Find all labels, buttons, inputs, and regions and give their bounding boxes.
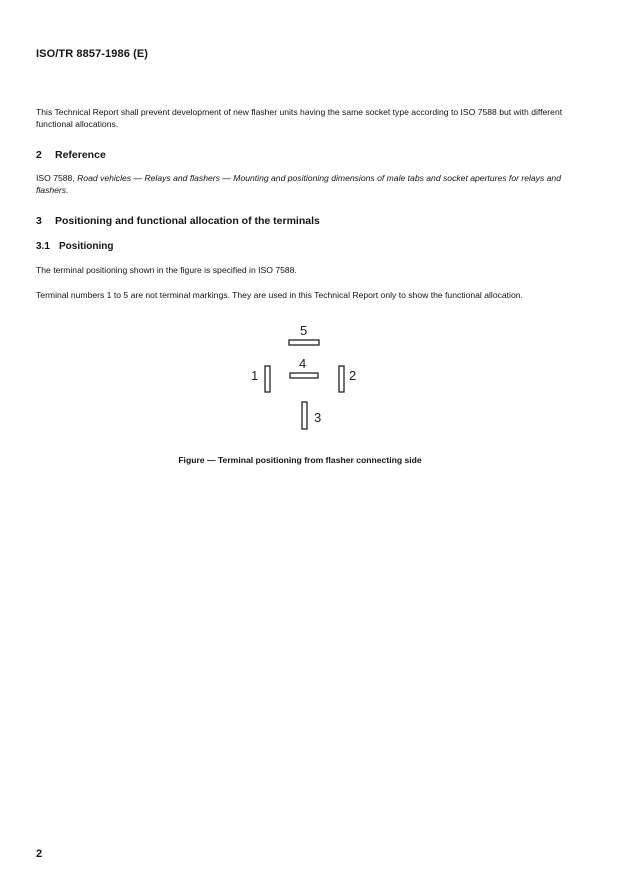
reference-title: Road vehicles — Relays and flashers — Mounting and positioning dimensions of male tabs and socket apertures for relays and flashers. [36,173,561,195]
terminal-1-tab [265,366,270,392]
section-3-title: Positioning and functional allocation of the terminals [55,215,320,227]
section-3-1-title: Positioning [59,241,114,252]
terminal-4-tab [290,373,318,378]
reference-entry [36,172,581,196]
terminal-2-tab [339,366,344,392]
terminal-5-label: 5 [300,323,308,338]
reference-id: ISO 7588, [36,173,75,183]
section-2-number: 2 [36,149,42,161]
figure-caption: Figure — Terminal positioning from flasher connecting side [178,455,422,465]
terminal-4-label: 4 [299,356,307,371]
positioning-paragraph-2: Terminal numbers 1 to 5 are not terminal markings. They are used in this Technical Report only to show the functional allocation. [36,290,523,300]
section-3-heading [36,215,320,227]
positioning-paragraph-1: The terminal positioning shown in the figure is specified in ISO 7588. [36,265,297,275]
section-3-1-number: 3.1 [36,241,50,252]
terminal-5-tab [289,340,319,345]
terminal-3-label: 3 [314,410,322,425]
section-3-number: 3 [36,215,42,227]
section-2-title: Reference [55,149,106,161]
section-3-1-heading [36,241,113,252]
terminal-2-label: 2 [349,368,357,383]
section-2-heading [36,149,106,161]
intro-paragraph: This Technical Report shall prevent development of new flasher units having the same socket type according to ISO 7588 but with different functional allocations. [36,107,563,129]
page-number: 2 [36,848,43,860]
terminal-3-tab [302,402,307,429]
terminal-positioning-figure [240,318,380,438]
terminal-1-label: 1 [251,368,259,383]
document-header: ISO/TR 8857-1986 (E) [36,48,149,60]
